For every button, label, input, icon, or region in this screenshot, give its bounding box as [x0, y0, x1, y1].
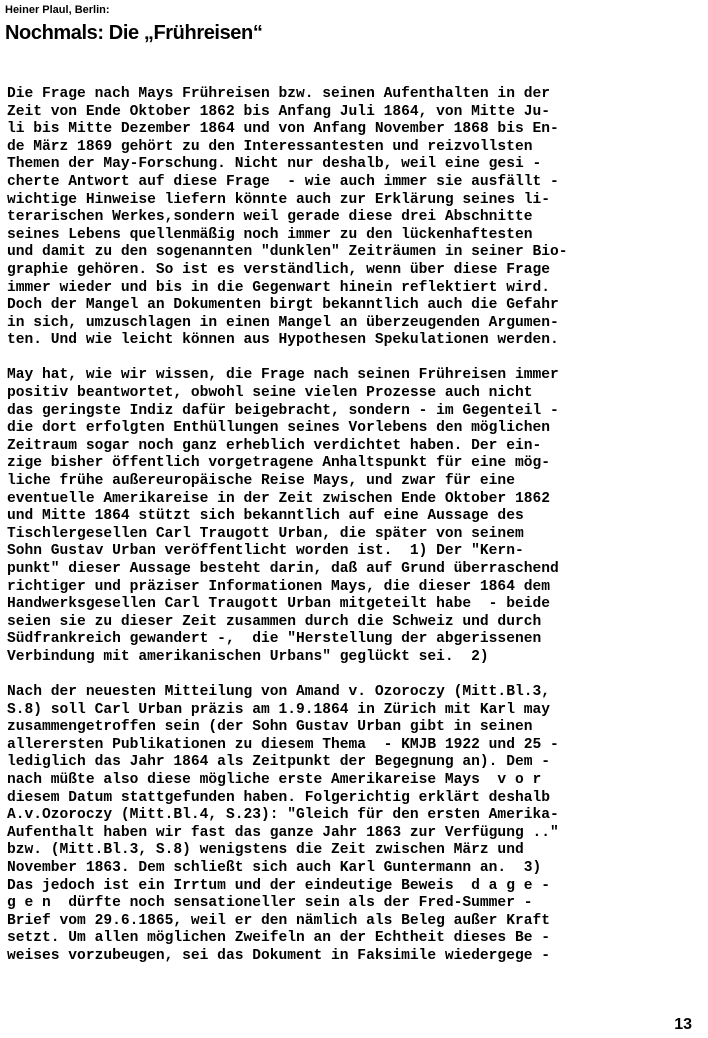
text-line: Doch der Mangel an Dokumenten birgt bekanntlich auch die Gefahr	[7, 297, 559, 314]
text-line: S.8) soll Carl Urban präzis am 1.9.1864 in Zürich mit Karl may	[7, 701, 550, 718]
text-line: li bis Mitte Dezember 1864 und von Anfang November 1868 bis En-	[7, 121, 559, 138]
text-line: eventuelle Amerikareise in der Zeit zwischen Ende Oktober 1862	[7, 490, 550, 507]
text-line: Die Frage nach Mays Frühreisen bzw. seinen Aufenthalten in der	[7, 86, 550, 102]
text-line: Zeitraum sogar noch ganz erheblich verdichtet haben. Der ein-	[7, 437, 542, 454]
text-line: lediglich das Jahr 1864 als Zeitpunkt der Begegnung an). Dem -	[7, 754, 550, 771]
text-line: wichtige Hinweise liefern könnte auch zur Erklärung seines li-	[7, 191, 550, 208]
text-line: Nach der neuesten Mitteilung von Amand v. Ozoroczy (Mitt.Bl.3,	[7, 684, 550, 700]
text-line: Zeit von Ende Oktober 1862 bis Anfang Juli 1864, von Mitte Ju-	[7, 103, 550, 120]
text-line: Themen der May-Forschung. Nicht nur deshalb, weil eine gesi -	[7, 156, 542, 173]
text-line: in sich, umzuschlagen in einen Mangel an überzeugenden Argumen-	[7, 314, 559, 331]
text-line: nach müßte also diese mögliche erste Amerikareise Mays v o r	[7, 771, 542, 788]
text-line: Sohn Gustav Urban veröffentlicht worden ist. 1) Der "Kern-	[7, 543, 524, 560]
page-number: 13	[674, 1016, 692, 1033]
text-line: zusammengetroffen sein (der Sohn Gustav Urban gibt in seinen	[7, 719, 533, 736]
text-line: Das jedoch ist ein Irrtum und der eindeutige Beweis d a g e -	[7, 877, 550, 894]
text-line: A.v.Ozoroczy (Mitt.Bl.4, S.23): "Gleich für den ersten Amerika-	[7, 807, 559, 824]
text-line: die dort erfolgten Enthüllungen seines Vorlebens den möglichen	[7, 420, 550, 437]
text-line: Verbindung mit amerikanischen Urbans" geglückt sei. 2)	[7, 648, 489, 665]
text-line: weises vorzubeugen, sei das Dokument in Faksimile wiedergege -	[7, 947, 550, 964]
paragraph	[7, 86, 707, 350]
text-line: liche frühe außereuropäische Reise Mays, und zwar für eine	[7, 472, 515, 489]
text-line: positiv beantwortet, obwohl seine vielen Prozesse auch nicht	[7, 385, 533, 401]
text-line: cherte Antwort auf diese Frage - wie auch immer sie ausfällt -	[7, 173, 559, 190]
text-line: zige bisher öffentlich vorgetragene Anhaltspunkt für eine mög-	[7, 455, 550, 472]
text-line: und Mitte 1864 stützt sich bekanntlich auf eine Aussage des	[7, 508, 524, 525]
text-line: November 1863. Dem schließt sich auch Karl Guntermann an. 3)	[7, 859, 542, 876]
text-line: Südfrankreich gewandert -, die "Herstellung der abgerissenen	[7, 631, 542, 648]
text-line: graphie gehören. So ist es verständlich, wenn über diese Frage	[7, 261, 550, 278]
text-line: richtiger und präziser Informationen Mays, die dieser 1864 dem	[7, 578, 550, 595]
text-line: de März 1869 gehört zu den Interessantesten und reizvollsten	[7, 138, 533, 155]
paragraph	[7, 367, 707, 666]
article-body	[7, 86, 707, 983]
article-title: Nochmals: Die „Frühreisen“	[5, 22, 263, 44]
text-line: und damit zu den sogenannten "dunklen" Zeiträumen in seiner Bio-	[7, 244, 568, 261]
text-line: g e n dürfte noch sensationeller sein als der Fred-Summer -	[7, 895, 533, 912]
text-line: terarischen Werkes,sondern weil gerade diese drei Abschnitte	[7, 209, 533, 226]
text-line: seines Lebens quellenmäßig noch immer zu den lückenhaftesten	[7, 226, 533, 243]
text-line: seien sie zu dieser Zeit zusammen durch die Schweiz und durch	[7, 613, 542, 630]
text-line: Brief vom 29.6.1865, weil er den nämlich als Beleg außer Kraft	[7, 912, 550, 929]
text-line: ten. Und wie leicht können aus Hypothesen Spekulationen werden.	[7, 332, 559, 349]
text-line: punkt" dieser Aussage besteht darin, daß auf Grund überraschend	[7, 560, 559, 577]
text-line: allerersten Publikationen zu diesem Thema - KMJB 1922 und 25 -	[7, 736, 559, 753]
text-line: Handwerksgesellen Carl Traugott Urban mitgeteilt habe - beide	[7, 596, 550, 613]
author-line: Heiner Plaul, Berlin:	[5, 4, 110, 16]
paragraph	[7, 684, 707, 966]
text-line: Aufenthalt haben wir fast das ganze Jahr 1863 zur Verfügung .."	[7, 824, 559, 841]
text-line: immer wieder und bis in die Gegenwart hinein reflektiert wird.	[7, 279, 550, 296]
text-line: bzw. (Mitt.Bl.3, S.8) wenigstens die Zeit zwischen März und	[7, 842, 524, 859]
text-line: diesem Datum stattgefunden haben. Folgerichtig erklärt deshalb	[7, 789, 550, 806]
text-line: May hat, wie wir wissen, die Frage nach seinen Frühreisen immer	[7, 367, 559, 384]
text-line: Tischlergesellen Carl Traugott Urban, die später von seinem	[7, 525, 524, 542]
text-line: setzt. Um allen möglichen Zweifeln an der Echtheit dieses Be -	[7, 930, 550, 947]
text-line: das geringste Indiz dafür beigebracht, sondern - im Gegenteil -	[7, 402, 559, 419]
